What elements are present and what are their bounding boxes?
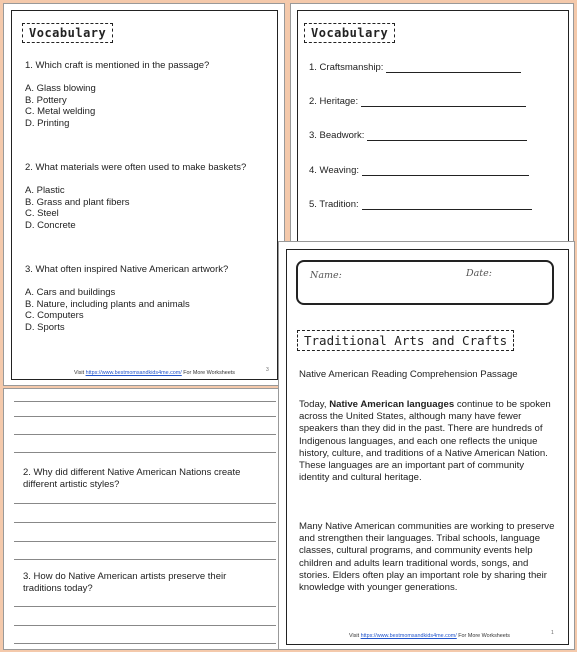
question-3: 3. How do Native American artists preserve their traditions today?: [23, 571, 227, 594]
option: A. Plastic: [25, 185, 65, 196]
option: A. Cars and buildings: [25, 287, 116, 298]
page-number: 3: [266, 367, 269, 373]
section-title: Vocabulary: [304, 23, 395, 43]
question-2: 2. Why did different Native American Nations create different artistic styles?: [23, 467, 241, 490]
answer-line[interactable]: [14, 452, 276, 453]
question-1-options: [25, 83, 96, 129]
name-label: Name:: [310, 270, 342, 281]
answer-line[interactable]: [362, 208, 532, 210]
option: D. Printing: [25, 117, 70, 129]
option: C. Computers: [25, 310, 84, 321]
question-2-options: [25, 185, 130, 231]
page-number: 1: [551, 630, 554, 636]
vocab-item-weaving: 4. Weaving:: [309, 165, 529, 176]
option: D. Concrete: [25, 219, 76, 231]
option: B. Nature, including plants and animals: [25, 298, 190, 310]
vocab-item-beadwork: 3. Beadwork:: [309, 130, 527, 141]
answer-line[interactable]: [14, 643, 276, 644]
answer-line[interactable]: [367, 139, 527, 141]
section-title: Vocabulary: [22, 23, 113, 43]
answer-line[interactable]: [361, 105, 526, 107]
option: B. Grass and plant fibers: [25, 196, 130, 208]
answer-line[interactable]: [14, 606, 276, 607]
passage-title: Traditional Arts and Crafts: [297, 330, 514, 351]
page-footer: Visit https://www.bestmomsandkids4me.com/ For More Worksheets: [74, 370, 235, 376]
answer-line[interactable]: [362, 174, 529, 176]
answer-line[interactable]: [14, 541, 276, 542]
date-label: Date:: [466, 268, 492, 279]
answer-line[interactable]: [14, 625, 276, 626]
page-footer: Visit https://www.bestmomsandkids4me.com/ For More Worksheets: [349, 633, 510, 639]
worksheet-page-short-answer: [3, 388, 285, 650]
worksheet-page-vocabulary: [290, 3, 574, 243]
passage-paragraph-2: Many Native American communities are working to preserve and strengthen their languages. Tribal schools, language classes, cultural programs, and community events help children and adults learn traditional words, songs, and stories. Elders often play an important role by sharing their knowledge with younger generations.: [299, 521, 555, 594]
question-2: 2. What materials were often used to make baskets?: [25, 162, 247, 173]
passage-paragraph-1: Today, Native American languages continue to be spoken across the United States, although many have fewer speakers than they did in the past. There are hundreds of Indigenous languages, and each one reflects the unique history, culture, and traditions of a Native American Nation. These languages are an important part of community identity and cultural heritage.: [299, 399, 551, 484]
question-3: 3. What often inspired Native American artwork?: [25, 264, 229, 275]
option: A. Glass blowing: [25, 83, 96, 94]
vocab-item-tradition: 5. Tradition:: [309, 199, 532, 210]
question-1: 1. Which craft is mentioned in the passage?: [25, 60, 210, 71]
worksheet-page-reading-passage: [278, 241, 575, 650]
vocab-item-craftsmanship: 1. Craftsmanship:: [309, 62, 521, 73]
highlight-term: Native American languages: [329, 399, 455, 410]
option: B. Pottery: [25, 94, 67, 106]
worksheet-page-questions: [3, 3, 285, 386]
answer-line[interactable]: [386, 71, 521, 73]
name-date-box: [296, 260, 554, 305]
answer-line[interactable]: [14, 434, 276, 435]
answer-line[interactable]: [14, 559, 276, 560]
question-3-options: [25, 287, 190, 333]
answer-line[interactable]: [14, 503, 276, 504]
option: C. Steel: [25, 208, 59, 219]
answer-line[interactable]: [14, 522, 276, 523]
passage-subtitle: Native American Reading Comprehension Passage: [299, 369, 518, 380]
option: D. Sports: [25, 321, 65, 333]
answer-line[interactable]: [14, 401, 276, 402]
website-link[interactable]: https://www.bestmomsandkids4me.com/: [85, 370, 182, 376]
website-link[interactable]: https://www.bestmomsandkids4me.com/: [360, 633, 457, 639]
answer-line[interactable]: [14, 416, 276, 417]
vocab-item-heritage: 2. Heritage:: [309, 96, 526, 107]
option: C. Metal welding: [25, 106, 96, 117]
